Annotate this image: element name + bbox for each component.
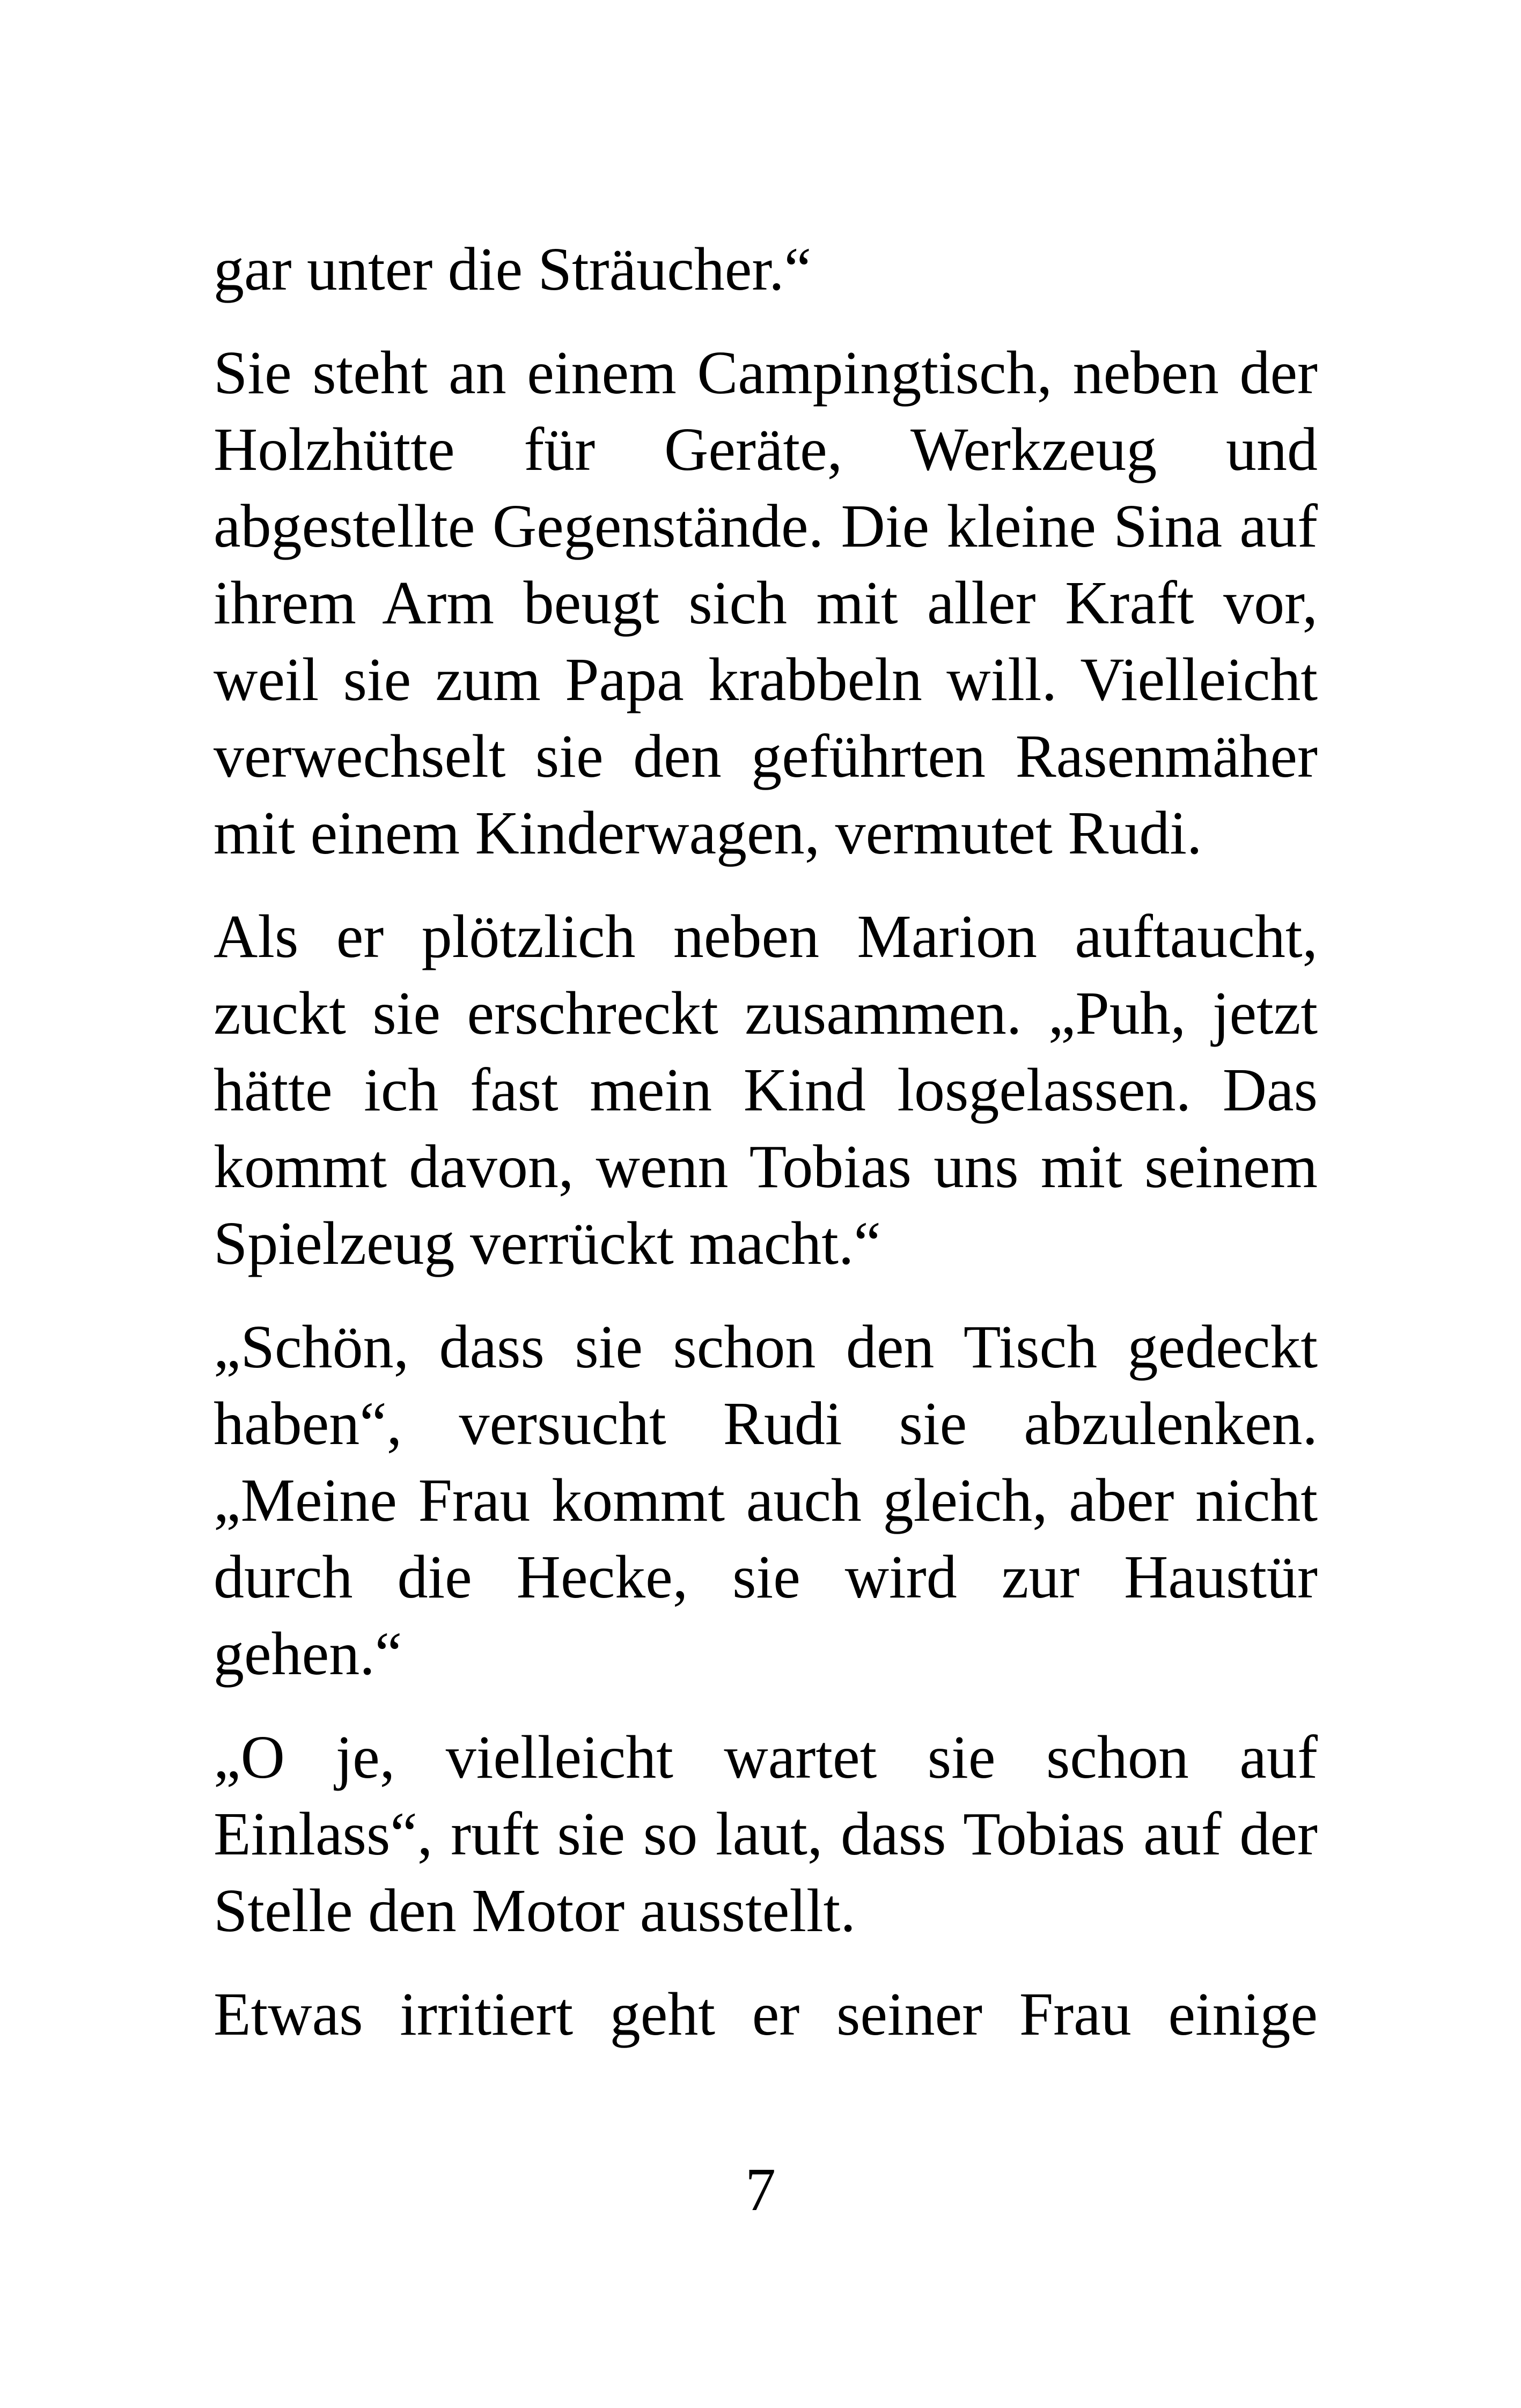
paragraph-3: Als er plötzlich neben Marion auftaucht, zuckt sie erschreckt zusammen. „Puh, jetzt hätte ich fast mein Kind losgelassen. Das kommt davon, wenn Tobias uns mit seinem Spielzeug verrückt macht.“ — [214, 902, 1318, 1277]
body-text — [214, 231, 1318, 2052]
page-number: 7 — [745, 2155, 776, 2223]
paragraph-6: Etwas irritiert geht er seiner Frau einige — [214, 1980, 1318, 2048]
paragraph-2: Sie steht an einem Campingtisch, neben der Holzhütte für Geräte, Werkzeug und abgestellte Gegenstände. Die kleine Sina auf ihrem Arm beugt sich mit aller Kraft vor, weil sie zum Papa krabbeln will. Vielleicht verwechselt sie den geführten Rasenmäher mit einem Kinderwagen, vermutet Rudi. — [214, 338, 1318, 867]
paragraph-4: „Schön, dass sie schon den Tisch gedeckt haben“, versucht Rudi sie abzulenken. „Meine Frau kommt auch gleich, aber nicht durch die Hecke, sie wird zur Haustür gehen.“ — [214, 1313, 1318, 1688]
paragraph-5: „O je, vielleicht wartet sie schon auf Einlass“, ruft sie so laut, dass Tobias auf der Stelle den Motor ausstellt. — [214, 1723, 1318, 1945]
paragraph-1: gar unter die Sträucher.“ — [214, 235, 812, 303]
